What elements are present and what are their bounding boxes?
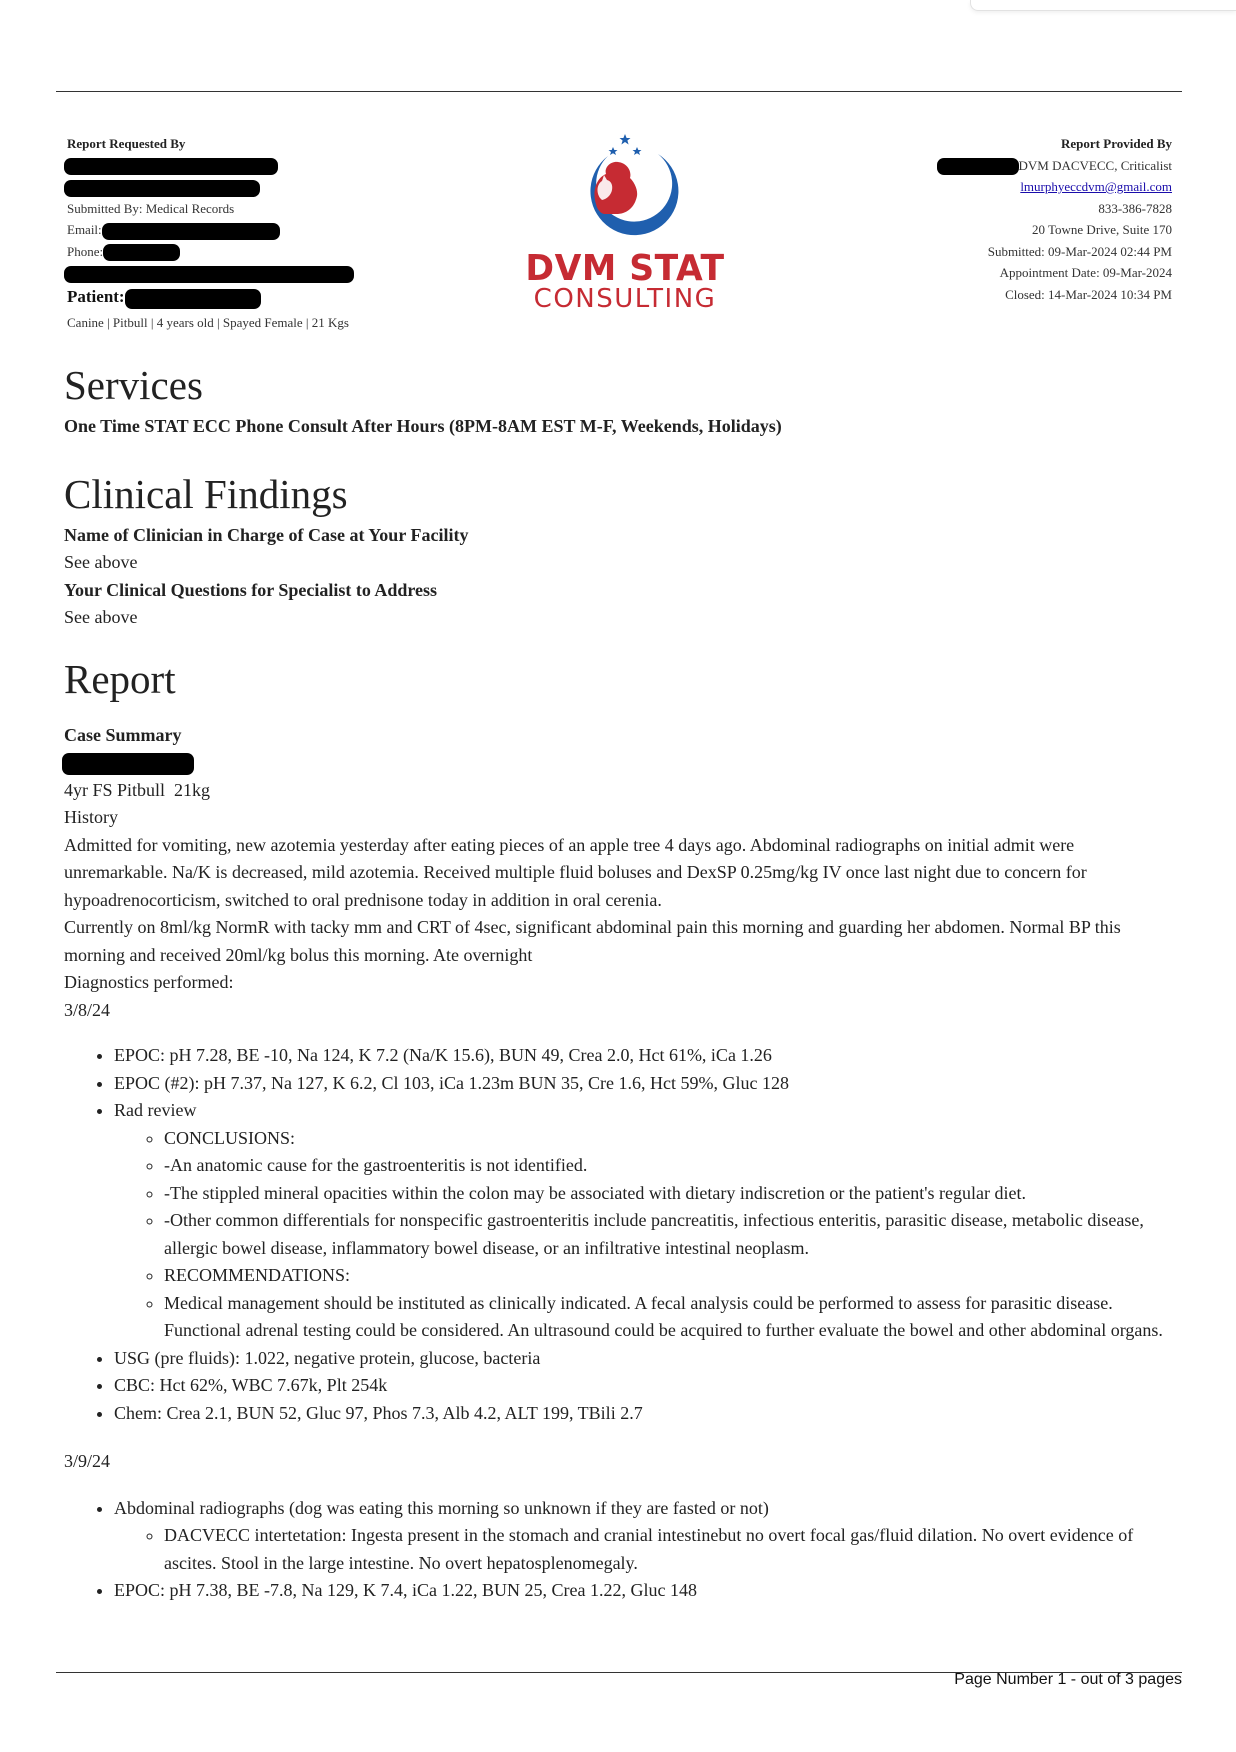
list-item: • EPOC: pH 7.28, BE -10, Na 124, K 7.2 (Na/K 15.6), BUN 49, Crea 2.0, Hct 61%, iCa 1.26 (114, 1042, 1174, 1070)
list-item: • Chem: Crea 2.1, BUN 52, Gluc 97, Phos 7.3, Alb 4.2, ALT 199, TBili 2.7 (114, 1400, 1174, 1428)
window-tab-edge (970, 0, 1236, 11)
redacted-clinician (64, 266, 354, 283)
patient-label: Patient: (67, 286, 125, 306)
history-paragraph-1: Admitted for vomiting, new azotemia yesterday after eating pieces of an apple tree 4 days ago. Abdominal radiographs on initial admit were unremarkable. Na/K is decreased, mild azotemia. Received multiple fluid boluses and DexSP 0.25mg/kg IV once last night due to concern for hypoadrenocorticism, switched to oral prednisone today in addition in oral cerenia. (64, 834, 1087, 910)
rad-review-label: Rad review (114, 1100, 197, 1120)
diagnostics-list-3-8 (64, 1042, 1174, 1427)
clinical-findings-heading: Clinical Findings (64, 470, 348, 517)
clinician-value: See above (64, 552, 138, 572)
page-number: Page Number 1 - out of 3 pages (954, 1671, 1182, 1688)
email-label: Email: (67, 222, 102, 237)
requester-heading: Report Requested By (67, 136, 186, 151)
radiograph-interpretation-list (114, 1522, 1174, 1577)
requester-block (67, 133, 354, 333)
redacted-email (102, 223, 280, 240)
provider-phone: 833-386-7828 (1098, 200, 1172, 216)
provider-title: DVM DACVECC, Criticalist (1018, 157, 1172, 173)
redacted-patient-name (125, 289, 261, 309)
provider-email-link[interactable]: lmurphyeccdvm@gmail.com (1020, 179, 1172, 194)
list-item (114, 1495, 1174, 1578)
list-item: ◦ -The stippled mineral opacities within the colon may be associated with dietary indiscretion or the patient's regular diet. (164, 1180, 1174, 1208)
list-item: • USG (pre fluids): 1.022, negative protein, glucose, bacteria (114, 1345, 1174, 1373)
questions-label: Your Clinical Questions for Specialist to Address (64, 579, 438, 600)
abdominal-radiographs-label: Abdominal radiographs (dog was eating this morning so unknown if they are fasted or not) (114, 1497, 769, 1518)
list-item: • CBC: Hct 62%, WBC 7.67k, Plt 254k (114, 1372, 1174, 1400)
questions-value: See above (64, 607, 138, 627)
rad-review-list (114, 1125, 1174, 1345)
submitted-date: Submitted: 09-Mar-2024 02:44 PM (987, 243, 1172, 259)
redacted-patient-name-summary (62, 753, 194, 775)
logo-wordmark: DVM STAT (525, 248, 725, 289)
appointment-date: Appointment Date: 09-Mar-2024 (999, 265, 1172, 280)
clinician-label: Name of Clinician in Charge of Case at Your Facility (64, 524, 469, 545)
provider-address: 20 Towne Drive, Suite 170 (1031, 222, 1172, 237)
redacted-clinic-name (64, 158, 278, 175)
report-heading: Report (64, 655, 176, 702)
phone-label: Phone: (67, 243, 104, 259)
closed-date: Closed: 14-Mar-2024 10:34 PM (1005, 286, 1172, 302)
redacted-phone (103, 244, 180, 261)
case-summary-label: Case Summary (64, 724, 182, 745)
summary-signalment: 4yr FS Pitbull 21kg (64, 779, 211, 800)
diagnostics-list-3-9 (64, 1495, 1174, 1605)
dvm-stat-logo (500, 134, 750, 314)
list-item: ◦ -Other common differentials for nonspecific gastroenteritis include pancreatitis, infectious enteritis, parasitic disease, metabolic disease, allergic bowel disease, inflammatory bowel disease, or an infiltrative intestinal neoplasm. (164, 1207, 1174, 1262)
diagnostics-label: Diagnostics performed: (64, 972, 234, 992)
services-item: One Time STAT ECC Phone Consult After Hours (8PM-8AM EST M-F, Weekends, Holidays) (64, 416, 782, 436)
list-item: • EPOC: pH 7.38, BE -7.8, Na 129, K 7.4, iCa 1.22, BUN 25, Crea 1.22, Gluc 148 (114, 1577, 1174, 1605)
report-body (64, 360, 1174, 1605)
list-item: ◦ -An anatomic cause for the gastroenteritis is not identified. (164, 1152, 1174, 1180)
header-divider (56, 91, 1182, 92)
provider-block (937, 133, 1172, 305)
submitted-by: Submitted By: Medical Records (67, 200, 235, 216)
list-item: ◦ DACVECC intertetation: Ingesta present in the stomach and cranial intestinebut no overt focal gas/fluid dilation. No overt evidence of ascites. Stool in the large intestine. No overt hepatosplenomegaly. (164, 1522, 1174, 1577)
list-item: • EPOC (#2): pH 7.37, Na 127, K 6.2, Cl 103, iCa 1.23m BUN 35, Cre 1.6, Hct 59%, Gluc 128 (114, 1070, 1174, 1098)
redacted-clinic-address (64, 180, 260, 197)
list-item (114, 1097, 1174, 1345)
history-paragraph-2: Currently on 8ml/kg NormR with tacky mm and CRT of 4sec, significant abdominal pain this morning and guarding her abdomen. Normal BP this morning and received 20ml/kg bolus this morning. Ate overnight (64, 917, 1121, 965)
list-item: ◦ CONCLUSIONS: (164, 1125, 1174, 1153)
redacted-provider-name (937, 158, 1019, 175)
services-heading: Services (64, 362, 203, 408)
list-item: ◦ Medical management should be instituted as clinically indicated. A fecal analysis could be performed to assess for parasitic disease. Functional adrenal testing could be considered. An ultrasound could be acquired to further evaluate the bowel and other abdominal organs. (164, 1290, 1174, 1345)
logo-emblem-icon (500, 134, 750, 249)
logo-tagline: CONSULTING (533, 284, 717, 314)
history-label: History (64, 807, 118, 827)
list-item: ◦ RECOMMENDATIONS: (164, 1262, 1174, 1290)
date-3-8-24: 3/8/24 (64, 999, 111, 1020)
date-3-9-24: 3/9/24 (64, 1451, 111, 1471)
provider-heading: Report Provided By (1061, 136, 1172, 151)
patient-signalment: Canine | Pitbull | 4 years old | Spayed Female | 21 Kgs (67, 314, 349, 330)
